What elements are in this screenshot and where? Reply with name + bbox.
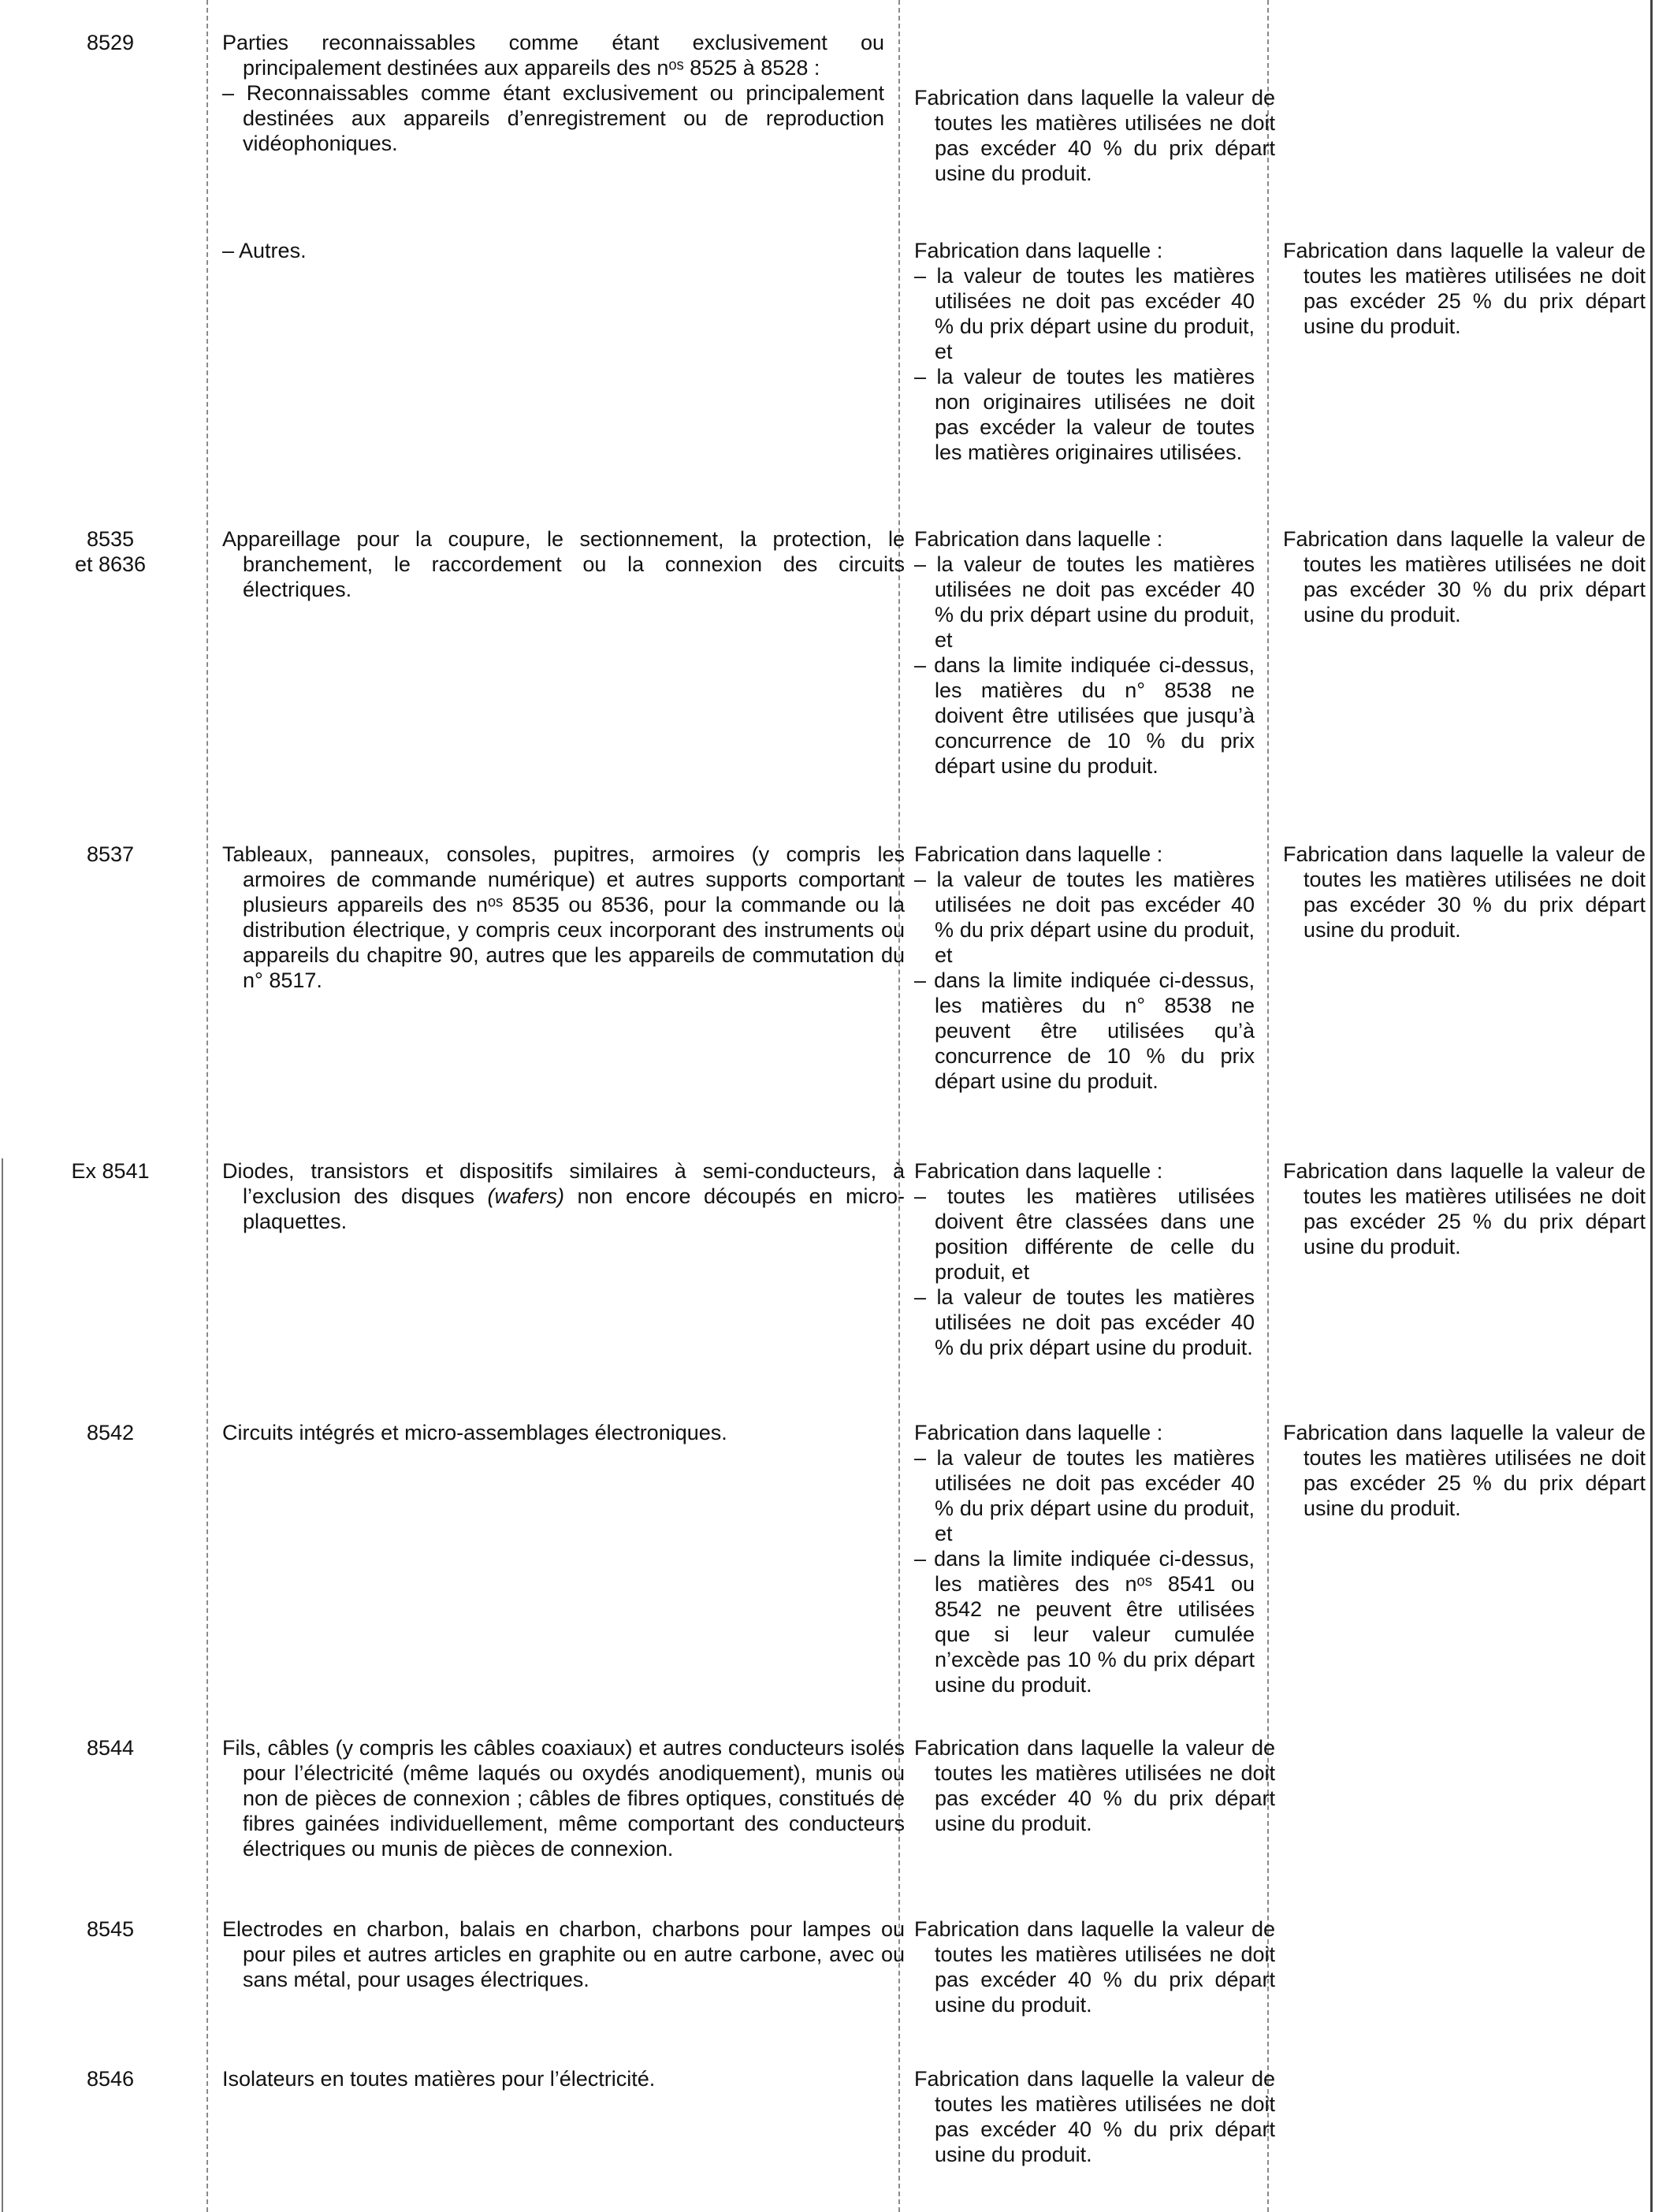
product-description xyxy=(222,238,884,263)
product-description xyxy=(222,1158,905,1234)
product-description: Isolateurs en toutes matières pour l’électricité. xyxy=(222,2067,656,2091)
rule-item: – la valeur de toutes les matières utilisées ne doit pas excéder 40 % du prix départ usine du produit, et xyxy=(914,263,1255,364)
description-sub-item: – Autres. xyxy=(222,238,884,263)
description-sub-item: – Reconnaissables comme étant exclusivement ou principalement destinées aux appareils d’enregistrement ou de reproduction vidéophoniques. xyxy=(222,80,884,156)
rule-item: – toutes les matières utilisées doivent être classées dans une position différente de celle du produit, et xyxy=(914,1184,1255,1284)
description-text: non encore découpés en micro-plaquettes. xyxy=(243,1184,905,1233)
rule-column-3 xyxy=(914,842,1255,1094)
heading-code: 8544 xyxy=(86,1736,135,1760)
rule-column-4: Fabrication dans laquelle la valeur de toutes les matières utilisées ne doit pas excéder 25 % du prix départ usine du produit. xyxy=(1283,1421,1646,1520)
rule-column-4: Fabrication dans laquelle la valeur de toutes les matières utilisées ne doit pas excéder 30 % du prix départ usine du produit. xyxy=(1283,842,1646,942)
heading-code: 8529 xyxy=(86,31,135,54)
page-border xyxy=(1650,0,1653,2212)
rule-item: – la valeur de toutes les matières utilisées ne doit pas excéder 40 % du prix départ usine du produit, et xyxy=(914,867,1255,968)
rule-item: – dans la limite indiquée ci-dessus, les matières des nᵒˢ 8541 ou 8542 ne peuvent être utilisées que si leur valeur cumulée n’excède pas 10 % du prix départ usine du produit. xyxy=(914,1546,1255,1697)
rule-item: – la valeur de toutes les matières utilisées ne doit pas excéder 40 % du prix départ usine du produit. xyxy=(914,1284,1255,1360)
rule-item: – dans la limite indiquée ci-dessus, les matières du n° 8538 ne peuvent être utilisées qu’à concurrence de 10 % du prix départ usine du produit. xyxy=(914,968,1255,1094)
rule-column-3 xyxy=(914,526,1255,779)
rule-column-3: Fabrication dans laquelle la valeur de toutes les matières utilisées ne doit pas excéder 40 % du prix départ usine du produit. xyxy=(914,1917,1275,2017)
heading-code: 8537 xyxy=(86,842,135,866)
column-divider xyxy=(206,0,208,2212)
heading-code: 8542 xyxy=(86,1421,135,1444)
rule-intro: Fabrication dans laquelle : xyxy=(914,1421,1163,1444)
rule-column-3: Fabrication dans laquelle la valeur de toutes les matières utilisées ne doit pas excéder 40 % du prix départ usine du produit. xyxy=(914,1736,1275,1835)
column-divider xyxy=(898,0,900,2212)
rule-column-4: Fabrication dans laquelle la valeur de toutes les matières utilisées ne doit pas excéder 30 % du prix départ usine du produit. xyxy=(1283,527,1646,626)
page-border xyxy=(2,1158,3,2212)
product-description xyxy=(222,30,884,156)
product-description: Appareillage pour la coupure, le sectionnement, la protection, le branchement, le raccordement ou la connexion des circuits électriques. xyxy=(222,527,905,601)
heading-code: Ex 8541 xyxy=(71,1159,150,1183)
rule-column-3: Fabrication dans laquelle la valeur de toutes les matières utilisées ne doit pas excéder 40 % du prix départ usine du produit. xyxy=(914,86,1275,185)
description-text: Parties reconnaissables comme étant exclusivement ou principalement destinées aux appareils des nᵒˢ 8525 à 8528 : xyxy=(222,31,884,80)
rule-item: – la valeur de toutes les matières utilisées ne doit pas excéder 40 % du prix départ usine du produit, et xyxy=(914,552,1255,652)
rule-intro: Fabrication dans laquelle : xyxy=(914,1159,1163,1183)
column-divider xyxy=(1267,0,1269,2212)
rule-column-4: Fabrication dans laquelle la valeur de toutes les matières utilisées ne doit pas excéder 25 % du prix départ usine du produit. xyxy=(1283,1159,1646,1258)
rule-item: – la valeur de toutes les matières utilisées ne doit pas excéder 40 % du prix départ usine du produit, et xyxy=(914,1445,1255,1546)
product-description: Electrodes en charbon, balais en charbon, charbons pour lampes ou pour piles et autres articles en graphite ou en autre carbone, avec ou sans métal, pour usages électriques. xyxy=(222,1917,905,1991)
rule-column-3 xyxy=(914,238,1255,465)
product-description: Tableaux, panneaux, consoles, pupitres, armoires (y compris les armoires de commande numérique) et autres supports comportant plusieurs appareils des nᵒˢ 8535 ou 8536, pour la commande ou la distribution électrique, y compris ceux incorporant des instruments ou appareils du chapitre 90, autres que les appareils de commutation du n° 8517. xyxy=(222,842,905,992)
heading-code: 8546 xyxy=(86,2067,135,2091)
rule-item: – dans la limite indiquée ci-dessus, les matières du n° 8538 ne doivent être utilisées que jusqu’à concurrence de 10 % du prix départ usine du produit. xyxy=(914,652,1255,779)
rule-intro: Fabrication dans laquelle : xyxy=(914,842,1163,866)
rule-intro: Fabrication dans laquelle : xyxy=(914,527,1163,551)
rule-intro: Fabrication dans laquelle : xyxy=(914,239,1163,262)
rule-column-4: Fabrication dans laquelle la valeur de toutes les matières utilisées ne doit pas excéder 25 % du prix départ usine du produit. xyxy=(1283,239,1646,338)
product-description: Circuits intégrés et micro-assemblages électroniques. xyxy=(222,1421,727,1444)
heading-code: 8535 et 8636 xyxy=(74,527,147,576)
description-italic-term: (wafers) xyxy=(487,1184,565,1208)
rule-column-3 xyxy=(914,1420,1255,1697)
product-description: Fils, câbles (y compris les câbles coaxiaux) et autres conducteurs isolés pour l’électricité (même laqués ou oxydés anodiquement), munis ou non de pièces de connexion ; câbles de fibres optiques, constitués de fibres gainées individuellement, même comportant des conducteurs électriques ou munis de pièces de connexion. xyxy=(222,1736,905,1861)
description-text: Diodes, transistors et dispositifs similaires à semi-conducteurs, à l’exclusion des disques xyxy=(222,1159,905,1208)
rule-item: – la valeur de toutes les matières non originaires utilisées ne doit pas excéder la valeur de toutes les matières originaires utilisées. xyxy=(914,364,1255,465)
rule-column-3 xyxy=(914,1158,1255,1360)
rule-column-3: Fabrication dans laquelle la valeur de toutes les matières utilisées ne doit pas excéder 40 % du prix départ usine du produit. xyxy=(914,2067,1275,2166)
heading-code: 8545 xyxy=(86,1917,135,1941)
